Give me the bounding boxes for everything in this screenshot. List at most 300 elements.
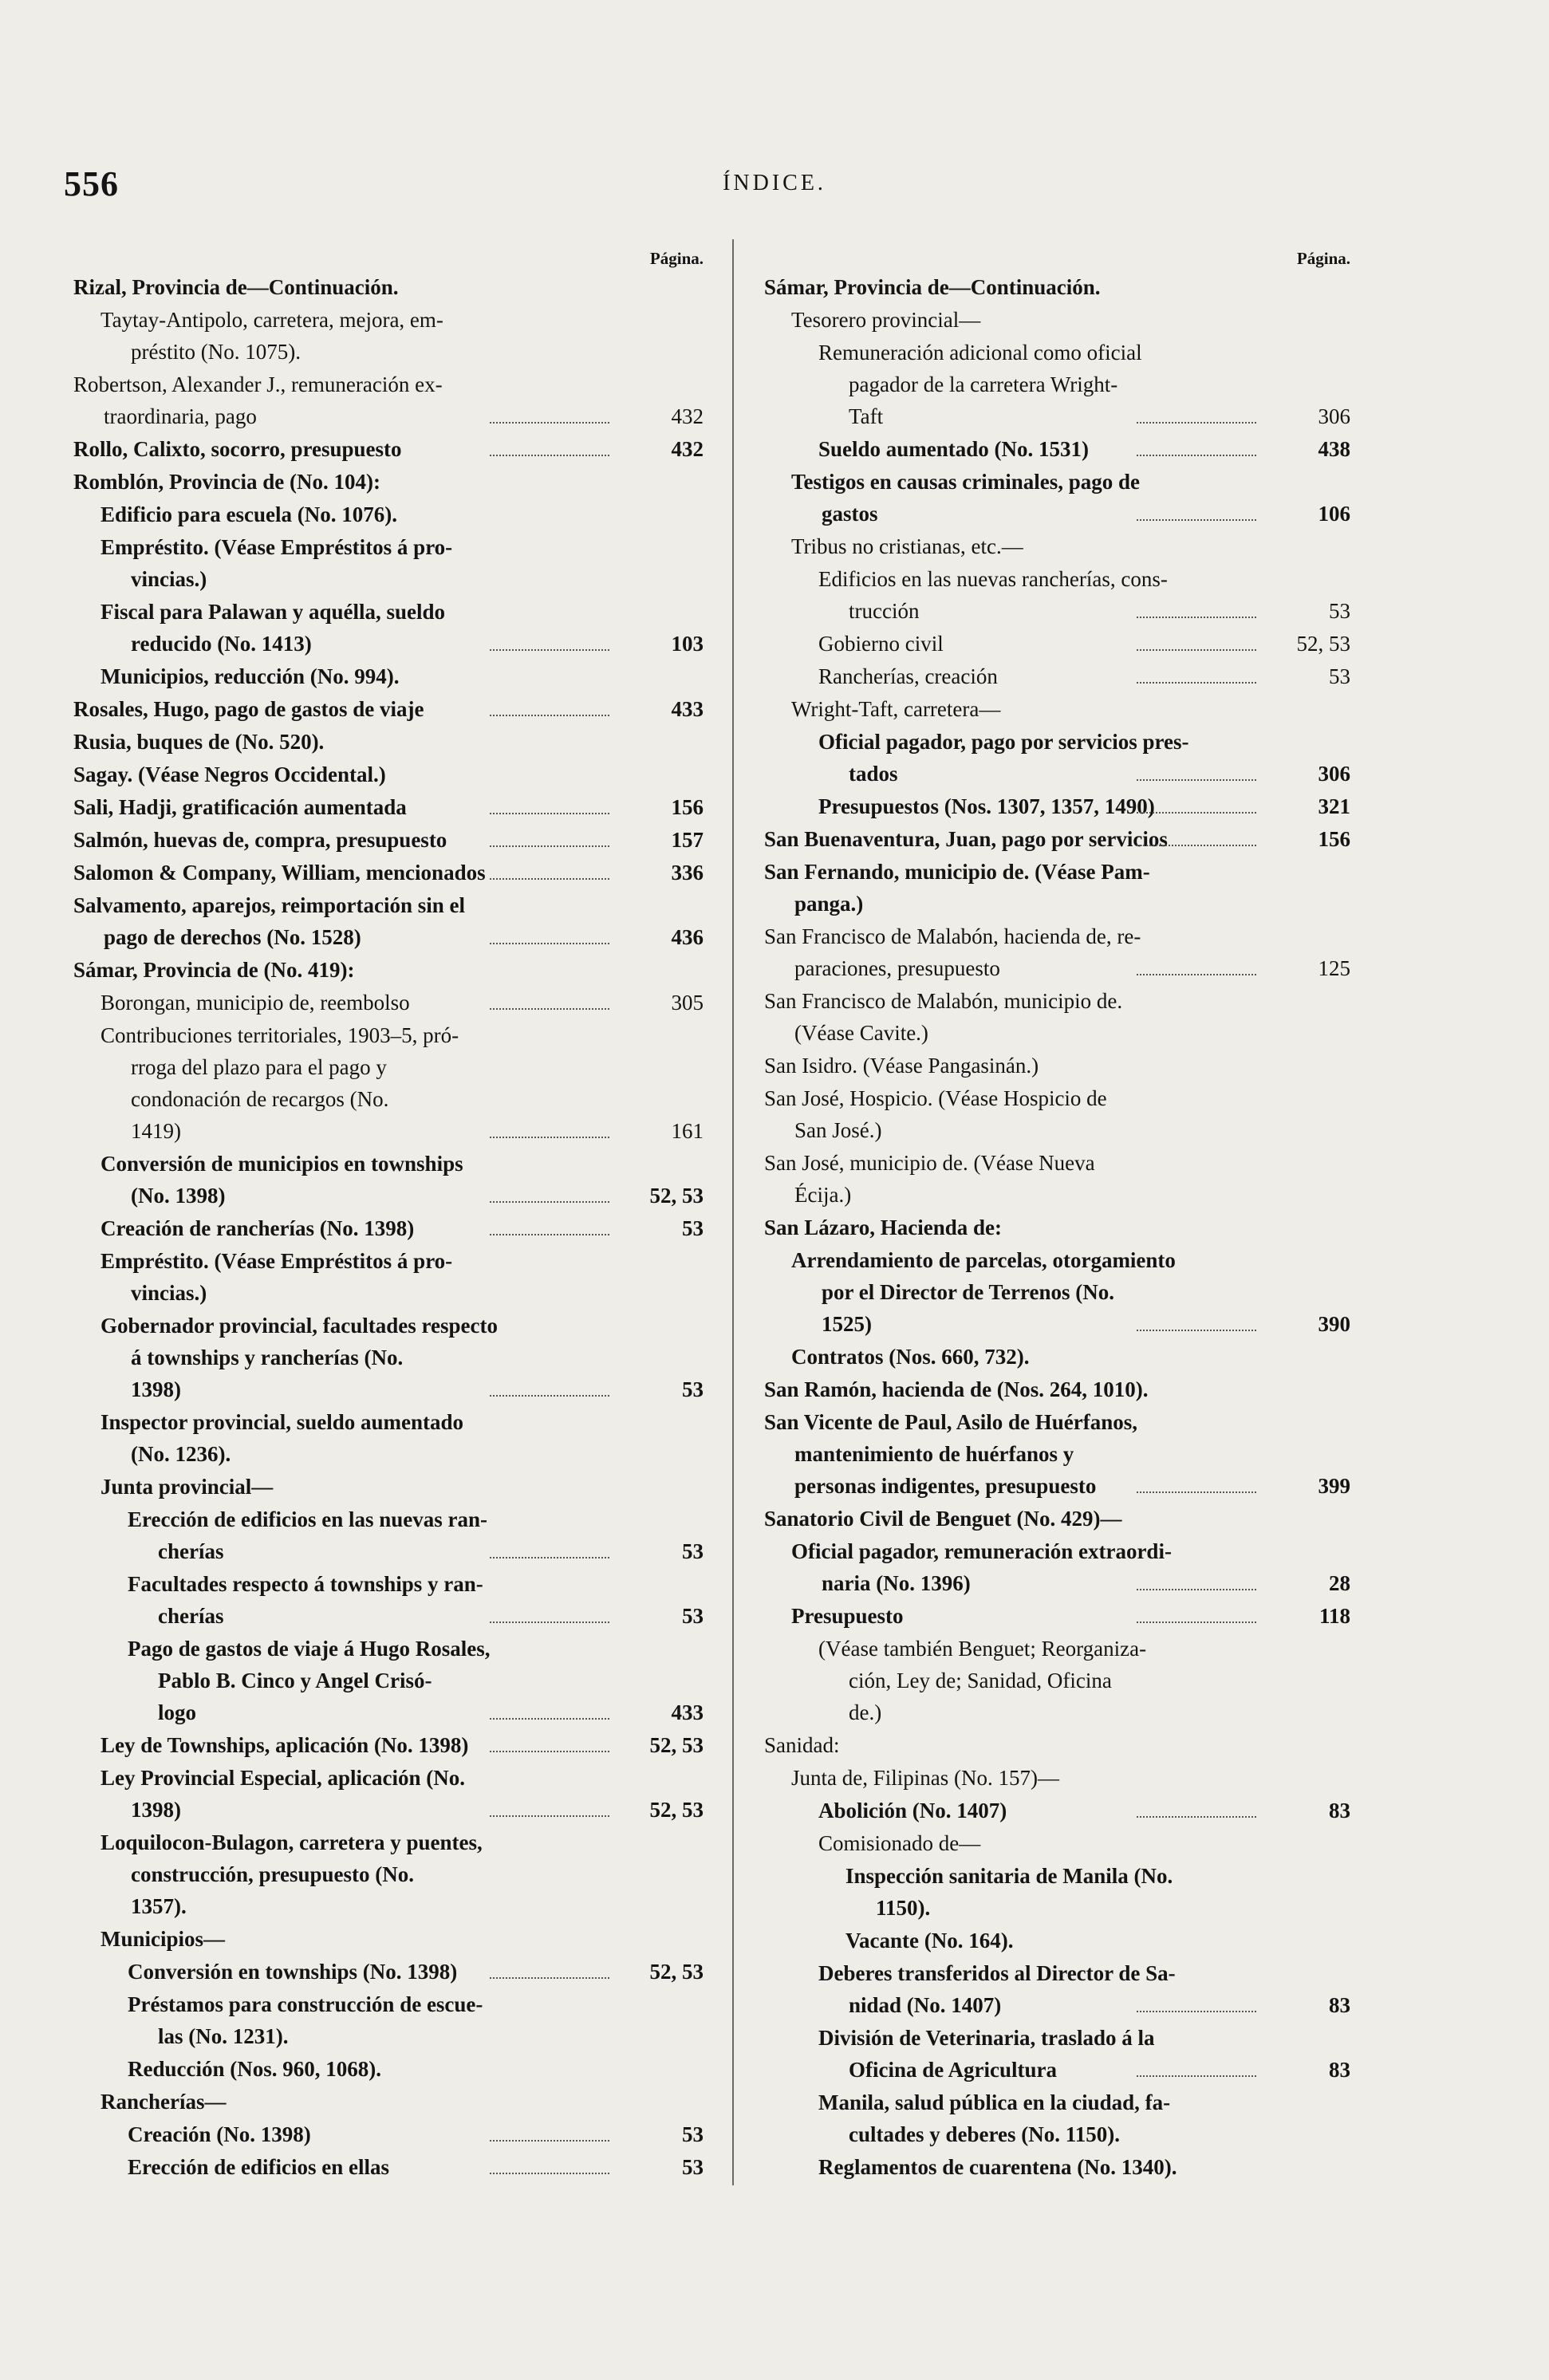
entry-line: Junta de, Filipinas (No. 157)— <box>791 1766 1059 1790</box>
entry-text <box>128 2151 614 2183</box>
entry-line: mantenimiento de huérfanos y <box>794 1442 1074 1466</box>
entry-line: Edificio para escuela (No. 1076). <box>101 502 397 526</box>
index-entry <box>101 1471 704 1503</box>
entry-page-ref: 53 <box>614 1600 704 1632</box>
entry-text <box>101 1310 614 1405</box>
entry-text <box>791 1341 1261 1373</box>
index-entry <box>101 660 704 692</box>
index-entry <box>764 1082 1350 1146</box>
entry-page-ref: 305 <box>614 987 704 1019</box>
index-entry <box>764 985 1350 1049</box>
index-entry <box>764 1373 1350 1405</box>
entry-line: Salvamento, aparejos, reimportación sin el <box>73 893 465 917</box>
entry-line: cherías <box>158 1604 224 1628</box>
entry-line: panga.) <box>794 892 864 916</box>
entry-page-ref: 53 <box>614 1212 704 1244</box>
entry-text <box>818 2151 1261 2183</box>
entry-text <box>101 1019 614 1147</box>
entry-line: 1398) <box>131 1377 181 1401</box>
index-entry <box>101 596 704 660</box>
index-entry <box>101 531 704 595</box>
entry-line: San Isidro. (Véase Pangasinán.) <box>764 1054 1039 1078</box>
entry-text <box>818 1633 1261 1728</box>
index-entry <box>764 271 1350 303</box>
entry-line: Manila, salud pública en la ciudad, fa- <box>818 2090 1171 2114</box>
entry-line: Inspección sanitaria de Manila (No. <box>845 1864 1173 1888</box>
index-entry <box>764 1406 1350 1502</box>
entry-line: Facultades respecto á townships y ran- <box>128 1572 483 1596</box>
entry-page-ref: 118 <box>1261 1600 1350 1632</box>
entry-text <box>101 1729 614 1761</box>
index-entry <box>791 693 1350 725</box>
entry-line: Gobernador provincial, facultades respecto <box>101 1314 498 1338</box>
index-entry <box>101 304 704 368</box>
entry-line: (Véase Cavite.) <box>794 1021 928 1045</box>
index-entry <box>764 823 1350 855</box>
entry-line: Abolición (No. 1407) <box>818 1799 1007 1822</box>
entry-text <box>128 2118 614 2150</box>
entry-page-ref: 157 <box>614 824 704 856</box>
index-entry <box>101 1148 704 1212</box>
entry-text <box>73 433 614 465</box>
entry-text <box>128 2053 614 2085</box>
entry-line: Tribus no cristianas, etc.— <box>791 534 1023 558</box>
entry-text <box>101 1923 614 1955</box>
entry-line: (No. 1236). <box>131 1442 231 1466</box>
entry-line: Gobierno civil <box>818 632 944 656</box>
entry-text <box>101 660 614 692</box>
entry-line: Presupuesto <box>791 1604 904 1628</box>
entry-page-ref: 336 <box>614 857 704 889</box>
index-entry <box>101 1826 704 1922</box>
index-entry <box>791 1600 1350 1632</box>
entry-line: San Vicente de Paul, Asilo de Huérfanos, <box>764 1410 1138 1434</box>
index-entry <box>101 1406 704 1470</box>
index-entry <box>791 304 1350 336</box>
entry-line: rroga del plazo para el pago y <box>131 1055 387 1079</box>
entry-text <box>764 856 1261 920</box>
entry-line: Sámar, Provincia de—Continuación. <box>764 275 1101 299</box>
entry-line: gastos <box>822 502 878 526</box>
entry-line: San Ramón, hacienda de (Nos. 264, 1010). <box>764 1377 1149 1401</box>
entry-text <box>764 823 1261 855</box>
index-entry <box>845 1860 1350 1924</box>
entry-text <box>128 1988 614 2052</box>
index-entry <box>101 1762 704 1826</box>
entry-page-ref: 433 <box>614 693 704 725</box>
index-entry <box>764 1147 1350 1211</box>
index-entry <box>101 1212 704 1244</box>
entry-line: Sanidad: <box>764 1733 840 1757</box>
index-entry <box>791 1341 1350 1373</box>
running-head: ÍNDICE. <box>723 171 826 195</box>
entry-text <box>818 660 1261 692</box>
entry-line: Reducción (Nos. 960, 1068). <box>128 2057 381 2081</box>
index-entry <box>818 790 1350 822</box>
entry-page-ref: 161 <box>614 1115 704 1147</box>
entry-text <box>764 1082 1261 1146</box>
entry-line: Conversión de municipios en townships <box>101 1152 463 1176</box>
entry-line: de.) <box>849 1700 882 1724</box>
index-entry <box>73 824 704 856</box>
index-entry <box>73 368 704 432</box>
entry-line: Erección de edificios en las nuevas ran- <box>128 1507 487 1531</box>
index-entry <box>791 1762 1350 1794</box>
entry-text <box>101 304 614 368</box>
entry-line: Edificios en las nuevas rancherías, cons- <box>818 567 1168 591</box>
left-column-page-heading: Página. <box>649 249 704 268</box>
index-entry <box>73 954 704 986</box>
entry-page-ref: 432 <box>614 433 704 465</box>
entry-line: 1398) <box>131 1798 181 1822</box>
entry-text <box>764 1503 1261 1535</box>
index-entry <box>128 1568 704 1632</box>
entry-page-ref: 83 <box>1261 1989 1350 2021</box>
entry-line: Pago de gastos de viaje á Hugo Rosales, <box>128 1637 491 1661</box>
entry-line: Empréstito. (Véase Empréstitos á pro- <box>101 1249 453 1273</box>
entry-line: San Buenaventura, Juan, pago por servicios <box>764 827 1168 851</box>
entry-page-ref: 53 <box>614 1373 704 1405</box>
entry-line: Rizal, Provincia de—Continuación. <box>73 275 399 299</box>
index-entry <box>791 1244 1350 1340</box>
entry-line: pagador de la carretera Wright- <box>849 372 1118 396</box>
entry-page-ref: 28 <box>1261 1567 1350 1599</box>
entry-page-ref: 432 <box>614 400 704 432</box>
entry-line: préstito (No. 1075). <box>131 340 301 364</box>
entry-text <box>764 1147 1261 1211</box>
index-entry <box>818 1957 1350 2021</box>
entry-line: 1525) <box>822 1312 872 1336</box>
entry-text <box>791 1244 1261 1340</box>
entry-line: (Véase también Benguet; Reorganiza- <box>818 1637 1147 1661</box>
entry-text <box>764 985 1261 1049</box>
entry-line: Sámar, Provincia de (No. 419): <box>73 958 355 982</box>
entry-page-ref: 52, 53 <box>614 1794 704 1826</box>
entry-page-ref: 306 <box>1261 400 1350 432</box>
entry-page-ref: 438 <box>1261 433 1350 465</box>
entry-line: Écija.) <box>794 1183 852 1207</box>
entry-text <box>73 693 614 725</box>
entry-line: trucción <box>849 599 920 623</box>
entry-line: Testigos en causas criminales, pago de <box>791 470 1141 494</box>
index-entry <box>818 2086 1350 2150</box>
index-entry <box>791 466 1350 530</box>
entry-text <box>101 1826 614 1922</box>
entry-text <box>101 1471 614 1503</box>
index-entry <box>128 1956 704 1988</box>
index-entry <box>101 2086 704 2118</box>
index-entry <box>818 660 1350 692</box>
entry-line: Ley Provincial Especial, aplicación (No. <box>101 1766 465 1790</box>
entry-line: Salmón, huevas de, compra, presupuesto <box>73 828 447 852</box>
entry-line: Rusia, buques de (No. 520). <box>73 730 325 754</box>
entry-line: á townships y rancherías (No. <box>131 1346 404 1369</box>
entry-line: Sagay. (Véase Negros Occidental.) <box>73 762 386 786</box>
index-entry <box>791 1535 1350 1599</box>
entry-page-ref: 306 <box>1261 758 1350 790</box>
index-entry <box>764 920 1350 984</box>
entry-line: Contribuciones territoriales, 1903–5, pró- <box>101 1023 459 1047</box>
column-divider <box>732 239 734 2185</box>
entry-line: Préstamos para construcción de escue- <box>128 1992 483 2016</box>
right-column <box>764 247 1350 2184</box>
entry-line: vincias.) <box>131 567 207 591</box>
entry-text <box>128 1633 614 1728</box>
entry-line: Fiscal para Palawan y aquélla, sueldo <box>101 600 446 624</box>
entry-line: Borongan, municipio de, reembolso <box>101 991 410 1015</box>
entry-line: Oficina de Agricultura <box>849 2058 1057 2082</box>
entry-line: Wright-Taft, carretera— <box>791 697 1001 721</box>
entry-line: construcción, presupuesto (No. <box>131 1862 415 1886</box>
entry-text <box>764 1373 1261 1405</box>
entry-text <box>791 530 1261 562</box>
index-entry <box>73 693 704 725</box>
entry-text <box>791 1600 1261 1632</box>
entry-line: condonación de recargos (No. <box>131 1087 389 1111</box>
index-entry <box>101 1923 704 1955</box>
index-entry <box>128 2118 704 2150</box>
index-entry <box>818 628 1350 660</box>
index-entry <box>128 1503 704 1567</box>
index-entry <box>818 1827 1350 1859</box>
entry-text <box>101 1245 614 1309</box>
entry-line: por el Director de Terrenos (No. <box>822 1280 1114 1304</box>
entry-page-ref: 83 <box>1261 2054 1350 2086</box>
entry-line: San Francisco de Malabón, hacienda de, re- <box>764 924 1141 948</box>
entry-page-ref: 53 <box>1261 595 1350 627</box>
entry-line: Empréstito. (Véase Empréstitos á pro- <box>101 535 453 559</box>
entry-text <box>73 954 614 986</box>
entry-text <box>101 987 614 1019</box>
entry-text <box>791 693 1261 725</box>
index-entry <box>128 2151 704 2183</box>
entry-page-ref: 106 <box>1261 498 1350 530</box>
entry-page-ref: 83 <box>1261 1795 1350 1826</box>
entry-line: Sanatorio Civil de Benguet (No. 429)— <box>764 1507 1122 1531</box>
entry-line: ción, Ley de; Sanidad, Oficina <box>849 1669 1112 1692</box>
entry-line: San Lázaro, Hacienda de: <box>764 1216 1003 1239</box>
entry-text <box>845 1860 1261 1924</box>
entry-page-ref: 53 <box>1261 660 1350 692</box>
index-entry <box>73 271 704 303</box>
entry-line: naria (No. 1396) <box>822 1571 971 1595</box>
index-entry <box>101 987 704 1019</box>
entry-line: cultades y deberes (No. 1150). <box>849 2122 1120 2146</box>
right-column-page-heading: Página. <box>1296 249 1350 268</box>
index-entry <box>101 1310 704 1405</box>
entry-text <box>764 1729 1261 1761</box>
entry-text <box>845 1925 1261 1956</box>
entry-page-ref: 103 <box>614 628 704 660</box>
index-entry <box>818 563 1350 627</box>
entry-page-ref: 52, 53 <box>1261 628 1350 660</box>
entry-page-ref: 53 <box>614 2118 704 2150</box>
entry-line: Creación de rancherías (No. 1398) <box>101 1216 415 1240</box>
entry-line: Salomon & Company, William, mencionados <box>73 861 486 885</box>
entry-line: vincias.) <box>131 1281 207 1305</box>
index-entry <box>101 1245 704 1309</box>
entry-line: Presupuestos (Nos. 1307, 1357, 1490) <box>818 794 1155 818</box>
index-entry <box>818 1795 1350 1826</box>
entry-line: Municipios, reducción (No. 994). <box>101 664 400 688</box>
entry-page-ref: 52, 53 <box>614 1956 704 1988</box>
entry-line: Reglamentos de cuarentena (No. 1340). <box>818 2155 1177 2179</box>
entry-line: San José, municipio de. (Véase Nueva <box>764 1151 1095 1175</box>
entry-line: tados <box>849 762 898 786</box>
entry-line: pago de derechos (No. 1528) <box>104 925 361 949</box>
entry-line: Contratos (Nos. 660, 732). <box>791 1345 1030 1369</box>
index-entry <box>845 1925 1350 1956</box>
entry-text <box>818 1827 1261 1859</box>
entry-text <box>101 1406 614 1470</box>
entry-page-ref: 390 <box>1261 1308 1350 1340</box>
entry-line: Arrendamiento de parcelas, otorgamiento <box>791 1248 1176 1272</box>
entry-line: Loquilocon-Bulagon, carretera y puentes, <box>101 1830 483 1854</box>
entry-line: San José.) <box>794 1118 882 1142</box>
page-number: 556 <box>64 164 119 203</box>
entry-line: personas indigentes, presupuesto <box>794 1474 1097 1498</box>
entry-text <box>818 628 1261 660</box>
entry-line: reducido (No. 1413) <box>131 632 312 656</box>
index-entry <box>791 530 1350 562</box>
entry-page-ref: 399 <box>1261 1470 1350 1502</box>
entry-text <box>101 531 614 595</box>
entry-line: San Fernando, municipio de. (Véase Pam- <box>764 860 1150 884</box>
index-entry <box>128 1633 704 1728</box>
index-entry <box>73 726 704 758</box>
entry-text <box>73 824 614 856</box>
entry-page-ref: 156 <box>1261 823 1350 855</box>
entry-line: Rosales, Hugo, pago de gastos de viaje <box>73 697 424 721</box>
entry-line: (No. 1398) <box>131 1184 226 1208</box>
entry-line: San Francisco de Malabón, municipio de. <box>764 989 1123 1013</box>
index-entry <box>73 791 704 823</box>
index-entry <box>73 433 704 465</box>
index-entry <box>128 1988 704 2052</box>
entry-line: Tesorero provincial— <box>791 308 981 332</box>
entry-text <box>818 433 1261 465</box>
index-entry <box>101 498 704 530</box>
entry-line: Robertson, Alexander J., remuneración ex- <box>73 372 443 396</box>
entry-text <box>73 466 614 498</box>
entry-line: cherías <box>158 1539 224 1563</box>
entry-text <box>764 1212 1261 1243</box>
entry-page-ref: 156 <box>614 791 704 823</box>
entry-text <box>128 1956 614 1988</box>
entry-line: Remuneración adicional como oficial <box>818 341 1142 364</box>
index-entry <box>764 1050 1350 1082</box>
entry-line: Taytay-Antipolo, carretera, mejora, em- <box>101 308 443 332</box>
entry-text <box>791 304 1261 336</box>
entry-line: Rancherías— <box>101 2090 227 2114</box>
entry-line: Inspector provincial, sueldo aumentado <box>101 1410 464 1434</box>
index-entry <box>73 889 704 953</box>
index-entry <box>128 2053 704 2085</box>
entry-line: Erección de edificios en ellas <box>128 2155 389 2179</box>
entry-line: Rollo, Calixto, socorro, presupuesto <box>73 437 402 461</box>
entry-page-ref: 321 <box>1261 790 1350 822</box>
index-entry <box>818 2022 1350 2086</box>
entry-text <box>73 759 614 790</box>
entry-line: Ley de Townships, aplicación (No. 1398) <box>101 1733 469 1757</box>
left-column <box>73 247 704 2184</box>
index-entry <box>101 1019 704 1147</box>
index-entry <box>818 433 1350 465</box>
entry-text <box>764 1406 1261 1502</box>
entry-line: Junta provincial— <box>101 1475 274 1499</box>
index-entry <box>764 1212 1350 1243</box>
index-entry <box>101 1729 704 1761</box>
entry-line: Vacante (No. 164). <box>845 1929 1014 1952</box>
entry-line: División de Veterinaria, traslado á la <box>818 2026 1155 2050</box>
entry-line: Municipios— <box>101 1927 226 1951</box>
entry-line: Romblón, Provincia de (No. 104): <box>73 470 380 494</box>
entry-page-ref: 433 <box>614 1696 704 1728</box>
index-entry <box>764 1503 1350 1535</box>
entry-text <box>818 790 1261 822</box>
entry-page-ref: 436 <box>614 921 704 953</box>
index-entry <box>73 857 704 889</box>
entry-line: Pablo B. Cinco y Angel Crisó- <box>158 1669 432 1692</box>
entry-page-ref: 125 <box>1261 952 1350 984</box>
entry-page-ref: 53 <box>614 2151 704 2183</box>
entry-text <box>101 2086 614 2118</box>
entry-line: Taft <box>849 404 884 428</box>
entry-line: Creación (No. 1398) <box>128 2122 311 2146</box>
entry-line: Sali, Hadji, gratificación aumentada <box>73 795 407 819</box>
entry-line: las (No. 1231). <box>158 2024 289 2048</box>
entry-line: Conversión en townships (No. 1398) <box>128 1960 458 1984</box>
entry-text <box>73 726 614 758</box>
entry-line: nidad (No. 1407) <box>849 1993 1002 2017</box>
index-entry <box>818 1633 1350 1728</box>
entry-text <box>791 1762 1261 1794</box>
entry-page-ref: 52, 53 <box>614 1180 704 1212</box>
index-entry <box>764 1729 1350 1761</box>
entry-text <box>818 2086 1261 2150</box>
index-entry <box>764 856 1350 920</box>
entry-text <box>764 1050 1261 1082</box>
entry-line: logo <box>158 1700 197 1724</box>
entry-text <box>73 271 614 303</box>
entry-line: 1150). <box>876 1896 931 1920</box>
entry-line: Comisionado de— <box>818 1831 981 1855</box>
entry-line: Sueldo aumentado (No. 1531) <box>818 437 1090 461</box>
entry-text <box>101 498 614 530</box>
entry-text <box>818 1795 1261 1826</box>
entry-line: paraciones, presupuesto <box>794 956 1000 980</box>
entry-page-ref: 53 <box>614 1535 704 1567</box>
entry-line: traordinaria, pago <box>104 404 257 428</box>
entry-line: 1419) <box>131 1119 181 1143</box>
entry-page-ref: 52, 53 <box>614 1729 704 1761</box>
entry-text <box>764 271 1261 303</box>
entry-line: Oficial pagador, pago por servicios pres- <box>818 730 1189 754</box>
entry-text <box>73 857 614 889</box>
index-entry <box>818 2151 1350 2183</box>
entry-line: Deberes transferidos al Director de Sa- <box>818 1961 1176 1985</box>
index-entry <box>818 726 1350 790</box>
entry-line: San José, Hospicio. (Véase Hospicio de <box>764 1086 1107 1110</box>
index-entry <box>818 337 1350 432</box>
entry-line: Rancherías, creación <box>818 664 998 688</box>
entry-line: 1357). <box>131 1894 187 1918</box>
entry-text <box>73 791 614 823</box>
entry-text <box>101 1212 614 1244</box>
index-entry <box>73 466 704 498</box>
entry-text <box>818 337 1261 432</box>
entry-line: Oficial pagador, remuneración extraordi- <box>791 1539 1172 1563</box>
